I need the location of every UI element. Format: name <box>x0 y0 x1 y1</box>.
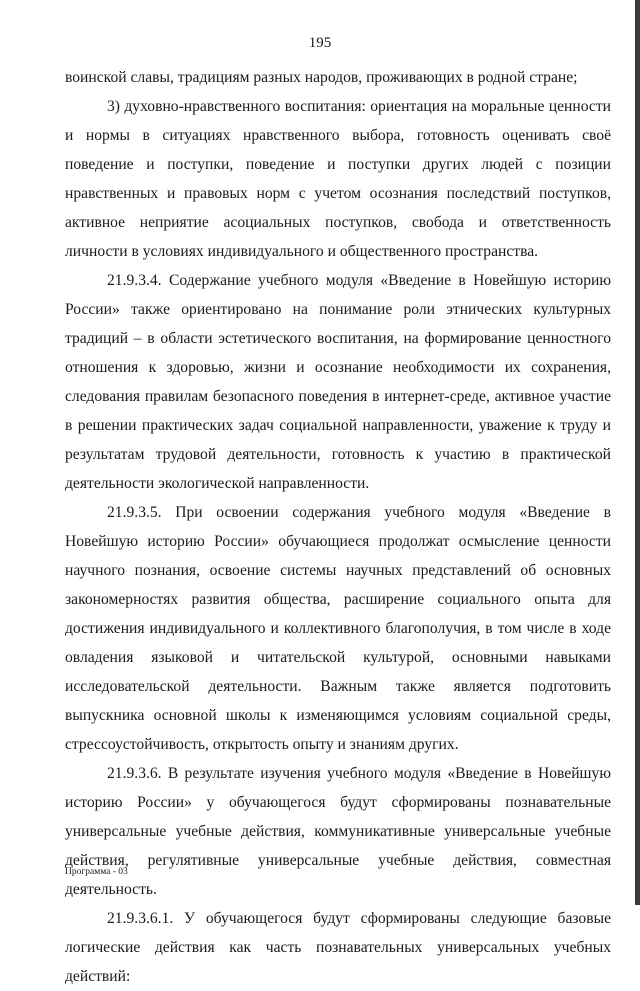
paragraph-21-9-3-5: 21.9.3.5. При освоении содержания учебного модуля «Введение в Новейшую историю России» обучающиеся продолжат осмысление ценности научного познания, освоение системы научных представлений об основных закономерностях развития общества, расширение социального опыта для достижения индивидуального и коллективного благополучия, в том числе в ходе овладения языковой и читательской культурой, основными навыками исследовательской деятельности. Важным также является подготовить выпускника основной школы к изменяющимся условиям социальной среды, стрессоустойчивость, открытость опыту и знаниям других. <box>65 504 611 753</box>
paragraph-spiritual-moral-education: 3) духовно-нравственного воспитания: ориентация на моральные ценности и нормы в ситуациях нравственного выбора, готовность оценивать своё поведение и поступки, поведение и поступки других людей с позиции нравственных и правовых норм с учетом осознания последствий поступков, активное неприятие асоциальных поступков, свобода и ответственность личности в условиях индивидуального и общественного пространства. <box>65 98 611 260</box>
paragraph-21-9-3-6: 21.9.3.6. В результате изучения учебного модуля «Введение в Новейшую историю России» у обучающегося будут сформированы познавательные универсальные учебные действия, коммуникативные универсальные учебные действия, регулятивные универсальные учебные действия, совместная деятельность. <box>65 765 611 898</box>
paragraph-continuation: воинской славы, традициям разных народов, проживающих в родной стране; <box>65 69 578 86</box>
document-body <box>65 63 611 991</box>
paragraph-21-9-3-6-1: 21.9.3.6.1. У обучающегося будут сформированы следующие базовые логические действия как часть познавательных универсальных учебных действий: <box>65 910 611 985</box>
paragraph-21-9-3-4: 21.9.3.4. Содержание учебного модуля «Введение в Новейшую историю России» также ориентировано на понимание роли этнических культурных традиций – в области эстетического воспитания, на формирование ценностного отношения к здоровью, жизни и осознание необходимости их сохранения, следования правилам безопасного поведения в интернет-среде, активное участие в решении практических задач социальной направленности, уважение к труду и результатам трудовой деятельности, готовность к участию в практической деятельности экологической направленности. <box>65 272 611 492</box>
page-footer: Программа - 03 <box>65 867 128 877</box>
page-number: 195 <box>308 35 332 51</box>
page-edge-shadow <box>635 0 640 905</box>
